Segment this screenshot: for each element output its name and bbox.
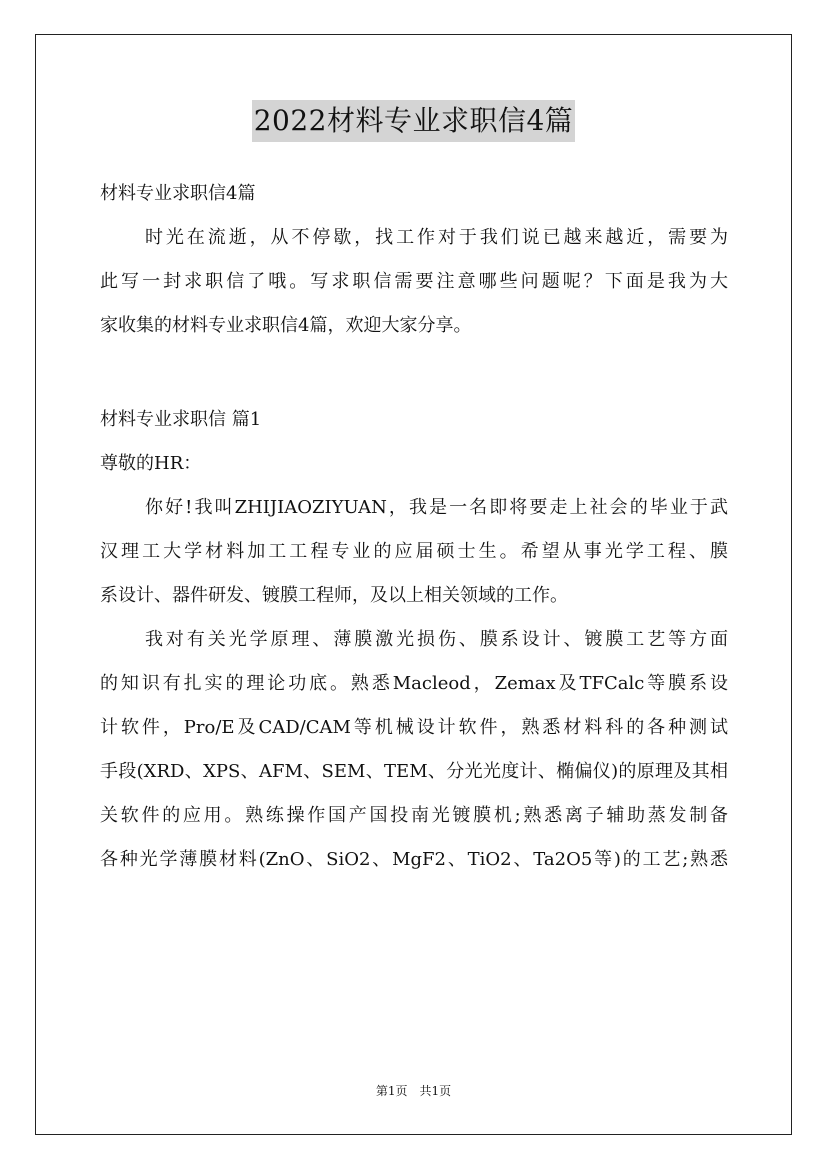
para2-line-4: 手段(XRD、XPS、AFM、SEM、TEM、分光光度计、椭偏仪)的原理及其相 [100,761,728,782]
intro-line-2: 此写一封求职信了哦。写求职信需要注意哪些问题呢？下面是我为大 [100,271,728,292]
intro-line-1: 时光在流逝，从不停歇，找工作对于我们说已越来越近，需要为 [145,227,728,248]
spacer [100,348,728,398]
salutation: 尊敬的HR： [100,453,202,474]
para2-line-3: 计软件，Pro/E及CAD/CAM等机械设计软件，熟悉材料科的各种测试 [100,717,728,738]
document-title: 2022材料专业求职信4篇 [252,100,576,142]
document-subtitle: 材料专业求职信4篇 [100,183,256,204]
intro-line-3: 家收集的材料专业求职信4篇，欢迎大家分享。 [100,315,472,336]
document-body [100,172,728,882]
para1-line-1: 你好!我叫ZHIJIAOZIYUAN，我是一名即将要走上社会的毕业于武 [145,497,728,518]
page-footer: 第1页 共1页 [375,1084,452,1098]
para1-line-2: 汉理工大学材料加工工程专业的应届硕士生。希望从事光学工程、膜 [100,541,728,562]
para2-line-6: 各种光学薄膜材料(ZnO、SiO2、MgF2、TiO2、Ta2O5等)的工艺;熟悉 [100,849,728,870]
para2-line-5: 关软件的应用。熟练操作国产国投南光镀膜机;熟悉离子辅助蒸发制备 [100,805,728,826]
para2-line-2: 的知识有扎实的理论功底。熟悉Macleod，Zemax及TFCalc等膜系设 [100,673,728,694]
para1-line-3: 系设计、器件研发、镀膜工程师，及以上相关领域的工作。 [100,585,568,606]
title-area [0,100,827,142]
section-heading: 材料专业求职信 篇1 [100,409,262,430]
para2-line-1: 我对有关光学原理、薄膜激光损伤、膜系设计、镀膜工艺等方面 [145,629,728,650]
